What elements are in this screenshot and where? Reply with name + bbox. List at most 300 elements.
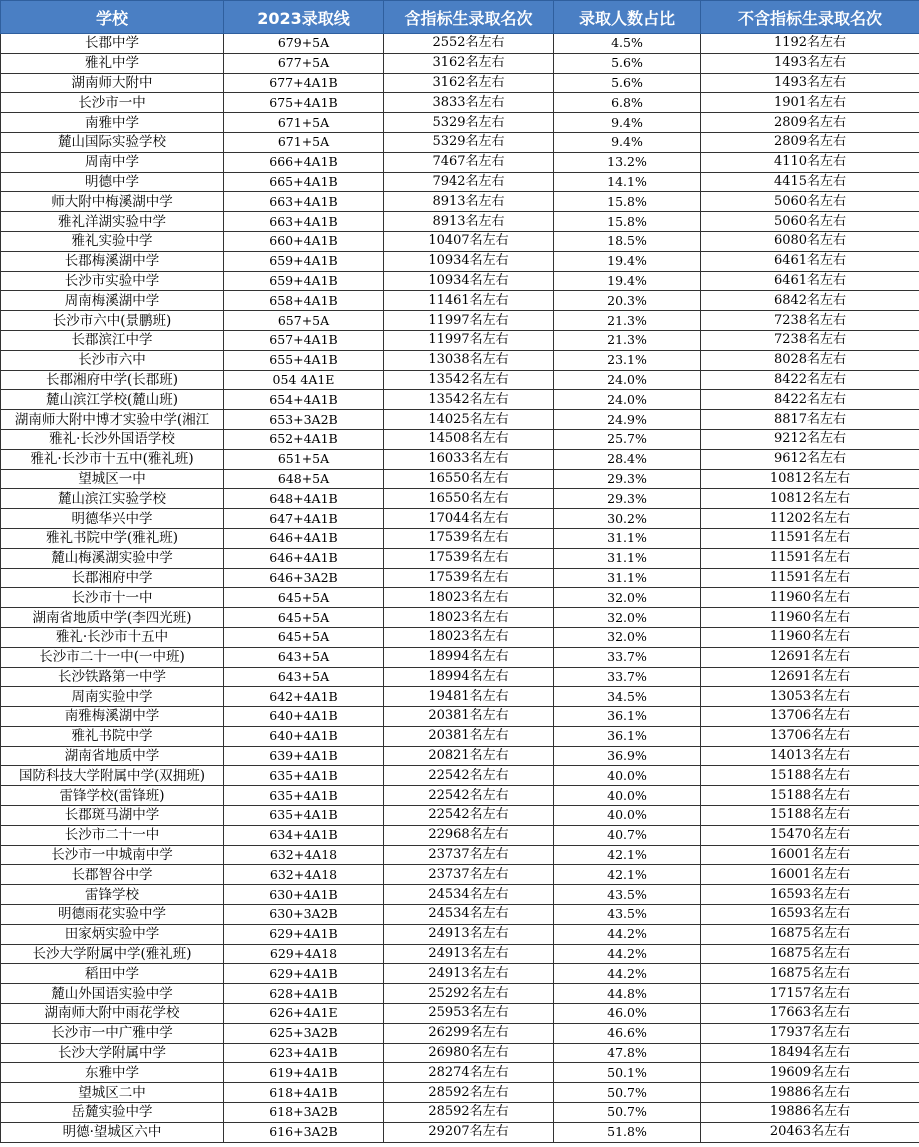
rank-without-quota-cell: 16001名左右 — [701, 845, 919, 865]
table-row — [1, 172, 919, 192]
rank-without-quota-cell: 17937名左右 — [701, 1023, 919, 1043]
school-cell: 长郡斑马湖中学 — [1, 806, 224, 826]
rank-with-quota-cell: 19481名左右 — [384, 687, 554, 707]
rank-without-quota-cell: 15188名左右 — [701, 806, 919, 826]
cutoff-cell: 623+4A1B — [224, 1043, 384, 1063]
rank-with-quota-cell: 14025名左右 — [384, 410, 554, 430]
rank-without-quota-cell: 1493名左右 — [701, 73, 919, 93]
rank-without-quota-cell: 20463名左右 — [701, 1122, 919, 1142]
ratio-cell: 25.7% — [554, 429, 701, 449]
cutoff-cell: 054 4A1E — [224, 370, 384, 390]
school-cell: 湖南省地质中学 — [1, 746, 224, 766]
ratio-cell: 50.7% — [554, 1083, 701, 1103]
table-row — [1, 726, 919, 746]
rank-with-quota-cell: 22542名左右 — [384, 766, 554, 786]
rank-with-quota-cell: 17539名左右 — [384, 568, 554, 588]
rank-with-quota-cell: 18023名左右 — [384, 588, 554, 608]
cutoff-cell: 629+4A1B — [224, 924, 384, 944]
school-cell: 明德中学 — [1, 172, 224, 192]
rank-with-quota-cell: 3162名左右 — [384, 53, 554, 73]
table-row — [1, 370, 919, 390]
table-row — [1, 251, 919, 271]
cutoff-cell: 643+5A — [224, 667, 384, 687]
cutoff-cell: 648+5A — [224, 469, 384, 489]
school-cell: 长沙铁路第一中学 — [1, 667, 224, 687]
rank-with-quota-cell: 24913名左右 — [384, 964, 554, 984]
school-cell: 雅礼·长沙市十五中 — [1, 627, 224, 647]
table-row — [1, 964, 919, 984]
table-row — [1, 944, 919, 964]
rank-without-quota-cell: 16875名左右 — [701, 924, 919, 944]
table-row — [1, 1083, 919, 1103]
table-row — [1, 231, 919, 251]
table-row — [1, 608, 919, 628]
table-row — [1, 212, 919, 232]
rank-with-quota-cell: 10934名左右 — [384, 271, 554, 291]
rank-with-quota-cell: 23737名左右 — [384, 865, 554, 885]
rank-without-quota-cell: 7238名左右 — [701, 311, 919, 331]
ratio-cell: 50.7% — [554, 1103, 701, 1123]
table-row — [1, 113, 919, 133]
school-cell: 长沙市十一中 — [1, 588, 224, 608]
rank-with-quota-cell: 28274名左右 — [384, 1063, 554, 1083]
ratio-cell: 4.5% — [554, 34, 701, 54]
ratio-cell: 6.8% — [554, 93, 701, 113]
rank-without-quota-cell: 16593名左右 — [701, 905, 919, 925]
table-row — [1, 1103, 919, 1123]
ratio-cell: 14.1% — [554, 172, 701, 192]
school-cell: 雷锋学校(雷锋班) — [1, 786, 224, 806]
table-row — [1, 132, 919, 152]
table-row — [1, 1023, 919, 1043]
rank-with-quota-cell: 18023名左右 — [384, 627, 554, 647]
school-cell: 雅礼·长沙市十五中(雅礼班) — [1, 449, 224, 469]
cutoff-cell: 651+5A — [224, 449, 384, 469]
rank-with-quota-cell: 29207名左右 — [384, 1122, 554, 1142]
school-cell: 雷锋学校 — [1, 885, 224, 905]
school-cell: 南雅中学 — [1, 113, 224, 133]
rank-with-quota-cell: 3833名左右 — [384, 93, 554, 113]
rank-without-quota-cell: 2809名左右 — [701, 132, 919, 152]
school-cell: 长郡滨江中学 — [1, 330, 224, 350]
rank-without-quota-cell: 6461名左右 — [701, 271, 919, 291]
ratio-cell: 31.1% — [554, 528, 701, 548]
ratio-cell: 24.0% — [554, 390, 701, 410]
school-cell: 国防科技大学附属中学(双拥班) — [1, 766, 224, 786]
table-row — [1, 707, 919, 727]
rank-with-quota-cell: 18994名左右 — [384, 667, 554, 687]
ratio-cell: 47.8% — [554, 1043, 701, 1063]
table-row — [1, 687, 919, 707]
rank-without-quota-cell: 4415名左右 — [701, 172, 919, 192]
ratio-cell: 33.7% — [554, 667, 701, 687]
school-cell: 长沙市一中广雅中学 — [1, 1023, 224, 1043]
ratio-cell: 30.2% — [554, 509, 701, 529]
table-row — [1, 410, 919, 430]
table-row — [1, 588, 919, 608]
ratio-cell: 34.5% — [554, 687, 701, 707]
rank-without-quota-cell: 16875名左右 — [701, 964, 919, 984]
rank-without-quota-cell: 16001名左右 — [701, 865, 919, 885]
rank-with-quota-cell: 20381名左右 — [384, 707, 554, 727]
school-cell: 麓山梅溪湖实验中学 — [1, 548, 224, 568]
table-row — [1, 528, 919, 548]
cutoff-cell: 630+3A2B — [224, 905, 384, 925]
rank-with-quota-cell: 26980名左右 — [384, 1043, 554, 1063]
table-row — [1, 53, 919, 73]
cutoff-cell: 642+4A1B — [224, 687, 384, 707]
rank-without-quota-cell: 11960名左右 — [701, 588, 919, 608]
table-row — [1, 311, 919, 331]
cutoff-cell: 634+4A1B — [224, 825, 384, 845]
rank-with-quota-cell: 16550名左右 — [384, 489, 554, 509]
school-cell: 岳麓实验中学 — [1, 1103, 224, 1123]
rank-without-quota-cell: 1493名左右 — [701, 53, 919, 73]
school-cell: 雅礼·长沙外国语学校 — [1, 429, 224, 449]
table-row — [1, 647, 919, 667]
rank-with-quota-cell: 13038名左右 — [384, 350, 554, 370]
ratio-cell: 5.6% — [554, 53, 701, 73]
ratio-cell: 51.8% — [554, 1122, 701, 1142]
ratio-cell: 21.3% — [554, 330, 701, 350]
rank-with-quota-cell: 3162名左右 — [384, 73, 554, 93]
cutoff-cell: 626+4A1E — [224, 1004, 384, 1024]
ratio-cell: 50.1% — [554, 1063, 701, 1083]
school-cell: 长沙市二十一中(一中班) — [1, 647, 224, 667]
school-cell: 田家炳实验中学 — [1, 924, 224, 944]
cutoff-cell: 679+5A — [224, 34, 384, 54]
table-row — [1, 786, 919, 806]
ratio-cell: 44.2% — [554, 944, 701, 964]
table-row — [1, 291, 919, 311]
table-row — [1, 885, 919, 905]
cutoff-cell: 677+4A1B — [224, 73, 384, 93]
rank-without-quota-cell: 15188名左右 — [701, 766, 919, 786]
table-row — [1, 766, 919, 786]
rank-with-quota-cell: 18994名左右 — [384, 647, 554, 667]
school-cell: 稻田中学 — [1, 964, 224, 984]
rank-without-quota-cell: 15470名左右 — [701, 825, 919, 845]
rank-with-quota-cell: 25292名左右 — [384, 984, 554, 1004]
school-cell: 周南中学 — [1, 152, 224, 172]
rank-without-quota-cell: 11960名左右 — [701, 627, 919, 647]
rank-with-quota-cell: 8913名左右 — [384, 192, 554, 212]
table-row — [1, 845, 919, 865]
cutoff-cell: 666+4A1B — [224, 152, 384, 172]
ratio-cell: 43.5% — [554, 885, 701, 905]
rank-with-quota-cell: 10407名左右 — [384, 231, 554, 251]
school-cell: 麓山外国语实验中学 — [1, 984, 224, 1004]
cutoff-cell: 640+4A1B — [224, 707, 384, 727]
school-cell: 雅礼书院中学(雅礼班) — [1, 528, 224, 548]
rank-without-quota-cell: 10812名左右 — [701, 469, 919, 489]
cutoff-cell: 618+4A1B — [224, 1083, 384, 1103]
rank-with-quota-cell: 24913名左右 — [384, 944, 554, 964]
cutoff-cell: 628+4A1B — [224, 984, 384, 1004]
cutoff-cell: 675+4A1B — [224, 93, 384, 113]
table-row — [1, 746, 919, 766]
cutoff-cell: 654+4A1B — [224, 390, 384, 410]
rank-with-quota-cell: 5329名左右 — [384, 113, 554, 133]
rank-without-quota-cell: 6461名左右 — [701, 251, 919, 271]
table-row — [1, 469, 919, 489]
table-row — [1, 73, 919, 93]
ratio-cell: 32.0% — [554, 588, 701, 608]
rank-with-quota-cell: 17539名左右 — [384, 528, 554, 548]
ratio-cell: 15.8% — [554, 192, 701, 212]
cutoff-cell: 632+4A18 — [224, 865, 384, 885]
header-admission-ratio: 录取人数占比 — [554, 1, 701, 34]
ratio-cell: 43.5% — [554, 905, 701, 925]
rank-with-quota-cell: 28592名左右 — [384, 1083, 554, 1103]
ratio-cell: 31.1% — [554, 568, 701, 588]
rank-with-quota-cell: 10934名左右 — [384, 251, 554, 271]
rank-with-quota-cell: 26299名左右 — [384, 1023, 554, 1043]
school-cell: 麓山滨江实验学校 — [1, 489, 224, 509]
cutoff-cell: 660+4A1B — [224, 231, 384, 251]
ratio-cell: 19.4% — [554, 251, 701, 271]
rank-with-quota-cell: 22968名左右 — [384, 825, 554, 845]
table-header — [1, 1, 919, 34]
school-cell: 湖南师大附中 — [1, 73, 224, 93]
rank-without-quota-cell: 19609名左右 — [701, 1063, 919, 1083]
ratio-cell: 33.7% — [554, 647, 701, 667]
cutoff-cell: 652+4A1B — [224, 429, 384, 449]
ratio-cell: 23.1% — [554, 350, 701, 370]
school-cell: 湖南师大附中雨花学校 — [1, 1004, 224, 1024]
school-cell: 长沙大学附属中学 — [1, 1043, 224, 1063]
ratio-cell: 42.1% — [554, 865, 701, 885]
rank-without-quota-cell: 8422名左右 — [701, 370, 919, 390]
school-cell: 南雅梅溪湖中学 — [1, 707, 224, 727]
rank-with-quota-cell: 7942名左右 — [384, 172, 554, 192]
ratio-cell: 32.0% — [554, 608, 701, 628]
school-cell: 长沙市一中城南中学 — [1, 845, 224, 865]
rank-without-quota-cell: 9212名左右 — [701, 429, 919, 449]
ratio-cell: 21.3% — [554, 311, 701, 331]
cutoff-cell: 657+5A — [224, 311, 384, 331]
table-row — [1, 667, 919, 687]
cutoff-cell: 643+5A — [224, 647, 384, 667]
rank-with-quota-cell: 18023名左右 — [384, 608, 554, 628]
rank-with-quota-cell: 13542名左右 — [384, 370, 554, 390]
rank-without-quota-cell: 17663名左右 — [701, 1004, 919, 1024]
cutoff-cell: 635+4A1B — [224, 786, 384, 806]
table-row — [1, 627, 919, 647]
cutoff-cell: 640+4A1B — [224, 726, 384, 746]
cutoff-cell: 671+5A — [224, 113, 384, 133]
cutoff-cell: 648+4A1B — [224, 489, 384, 509]
cutoff-cell: 645+5A — [224, 588, 384, 608]
school-cell: 雅礼中学 — [1, 53, 224, 73]
rank-without-quota-cell: 6842名左右 — [701, 291, 919, 311]
rank-without-quota-cell: 13053名左右 — [701, 687, 919, 707]
header-row — [1, 1, 919, 34]
school-cell: 望城区一中 — [1, 469, 224, 489]
cutoff-cell: 663+4A1B — [224, 192, 384, 212]
rank-with-quota-cell: 7467名左右 — [384, 152, 554, 172]
school-cell: 长沙市二十一中 — [1, 825, 224, 845]
table-row — [1, 350, 919, 370]
table-row — [1, 924, 919, 944]
rank-without-quota-cell: 1901名左右 — [701, 93, 919, 113]
school-cell: 湖南省地质中学(李四光班) — [1, 608, 224, 628]
rank-with-quota-cell: 17539名左右 — [384, 548, 554, 568]
rank-without-quota-cell: 17157名左右 — [701, 984, 919, 1004]
ratio-cell: 13.2% — [554, 152, 701, 172]
cutoff-cell: 635+4A1B — [224, 766, 384, 786]
school-cell: 长郡湘府中学(长郡班) — [1, 370, 224, 390]
table-row — [1, 152, 919, 172]
ratio-cell: 15.8% — [554, 212, 701, 232]
ratio-cell: 31.1% — [554, 548, 701, 568]
table-row — [1, 192, 919, 212]
header-school: 学校 — [1, 1, 224, 34]
cutoff-cell: 646+4A1B — [224, 528, 384, 548]
cutoff-cell: 657+4A1B — [224, 330, 384, 350]
school-cell: 东雅中学 — [1, 1063, 224, 1083]
cutoff-cell: 630+4A1B — [224, 885, 384, 905]
rank-without-quota-cell: 12691名左右 — [701, 667, 919, 687]
ratio-cell: 36.9% — [554, 746, 701, 766]
cutoff-cell: 629+4A1B — [224, 964, 384, 984]
school-cell: 雅礼书院中学 — [1, 726, 224, 746]
rank-with-quota-cell: 20381名左右 — [384, 726, 554, 746]
cutoff-cell: 646+3A2B — [224, 568, 384, 588]
school-cell: 麓山滨江学校(麓山班) — [1, 390, 224, 410]
rank-without-quota-cell: 19886名左右 — [701, 1083, 919, 1103]
school-cell: 麓山国际实验学校 — [1, 132, 224, 152]
table-row — [1, 1004, 919, 1024]
ratio-cell: 24.9% — [554, 410, 701, 430]
table-row — [1, 489, 919, 509]
cutoff-cell: 663+4A1B — [224, 212, 384, 232]
ratio-cell: 44.2% — [554, 924, 701, 944]
cutoff-cell: 665+4A1B — [224, 172, 384, 192]
ratio-cell: 42.1% — [554, 845, 701, 865]
table-row — [1, 548, 919, 568]
table-row — [1, 509, 919, 529]
rank-without-quota-cell: 6080名左右 — [701, 231, 919, 251]
rank-with-quota-cell: 22542名左右 — [384, 806, 554, 826]
rank-without-quota-cell: 10812名左右 — [701, 489, 919, 509]
rank-with-quota-cell: 14508名左右 — [384, 429, 554, 449]
rank-with-quota-cell: 11997名左右 — [384, 330, 554, 350]
school-cell: 师大附中梅溪湖中学 — [1, 192, 224, 212]
table-row — [1, 271, 919, 291]
table-row — [1, 429, 919, 449]
table-row — [1, 568, 919, 588]
ratio-cell: 44.8% — [554, 984, 701, 1004]
ratio-cell: 40.0% — [554, 806, 701, 826]
rank-without-quota-cell: 11591名左右 — [701, 568, 919, 588]
school-cell: 雅礼洋湖实验中学 — [1, 212, 224, 232]
rank-with-quota-cell: 24913名左右 — [384, 924, 554, 944]
rank-with-quota-cell: 5329名左右 — [384, 132, 554, 152]
ratio-cell: 24.0% — [554, 370, 701, 390]
rank-without-quota-cell: 19886名左右 — [701, 1103, 919, 1123]
cutoff-cell: 639+4A1B — [224, 746, 384, 766]
rank-with-quota-cell: 23737名左右 — [384, 845, 554, 865]
table-body — [1, 34, 919, 1143]
ratio-cell: 40.7% — [554, 825, 701, 845]
ratio-cell: 32.0% — [554, 627, 701, 647]
table-row — [1, 865, 919, 885]
rank-without-quota-cell: 18494名左右 — [701, 1043, 919, 1063]
rank-with-quota-cell: 2552名左右 — [384, 34, 554, 54]
cutoff-cell: 645+5A — [224, 608, 384, 628]
school-cell: 湖南师大附中博才实验中学(湘江 — [1, 410, 224, 430]
rank-without-quota-cell: 15188名左右 — [701, 786, 919, 806]
rank-with-quota-cell: 28592名左右 — [384, 1103, 554, 1123]
cutoff-cell: 625+3A2B — [224, 1023, 384, 1043]
ratio-cell: 40.0% — [554, 786, 701, 806]
school-cell: 明德雨花实验中学 — [1, 905, 224, 925]
ratio-cell: 19.4% — [554, 271, 701, 291]
rank-without-quota-cell: 9612名左右 — [701, 449, 919, 469]
ratio-cell: 9.4% — [554, 113, 701, 133]
rank-with-quota-cell: 13542名左右 — [384, 390, 554, 410]
rank-without-quota-cell: 11202名左右 — [701, 509, 919, 529]
cutoff-cell: 658+4A1B — [224, 291, 384, 311]
school-cell: 望城区二中 — [1, 1083, 224, 1103]
rank-without-quota-cell: 8422名左右 — [701, 390, 919, 410]
cutoff-cell: 655+4A1B — [224, 350, 384, 370]
school-cell: 长郡湘府中学 — [1, 568, 224, 588]
cutoff-cell: 677+5A — [224, 53, 384, 73]
table-row — [1, 1043, 919, 1063]
rank-with-quota-cell: 25953名左右 — [384, 1004, 554, 1024]
table-row — [1, 825, 919, 845]
rank-with-quota-cell: 16550名左右 — [384, 469, 554, 489]
cutoff-cell: 645+5A — [224, 627, 384, 647]
school-cell: 长郡梅溪湖中学 — [1, 251, 224, 271]
cutoff-cell: 653+3A2B — [224, 410, 384, 430]
rank-without-quota-cell: 5060名左右 — [701, 212, 919, 232]
ratio-cell: 9.4% — [554, 132, 701, 152]
ratio-cell: 44.2% — [554, 964, 701, 984]
rank-with-quota-cell: 24534名左右 — [384, 885, 554, 905]
cutoff-cell: 618+3A2B — [224, 1103, 384, 1123]
rank-with-quota-cell: 20821名左右 — [384, 746, 554, 766]
ratio-cell: 28.4% — [554, 449, 701, 469]
school-cell: 周南实验中学 — [1, 687, 224, 707]
table-row — [1, 1063, 919, 1083]
school-cell: 雅礼实验中学 — [1, 231, 224, 251]
cutoff-cell: 635+4A1B — [224, 806, 384, 826]
ratio-cell: 36.1% — [554, 726, 701, 746]
rank-without-quota-cell: 12691名左右 — [701, 647, 919, 667]
header-rank-with-quota: 含指标生录取名次 — [384, 1, 554, 34]
ratio-cell: 18.5% — [554, 231, 701, 251]
rank-without-quota-cell: 16875名左右 — [701, 944, 919, 964]
rank-without-quota-cell: 5060名左右 — [701, 192, 919, 212]
ratio-cell: 40.0% — [554, 766, 701, 786]
cutoff-cell: 671+5A — [224, 132, 384, 152]
table-row — [1, 806, 919, 826]
table-row — [1, 449, 919, 469]
rank-with-quota-cell: 17044名左右 — [384, 509, 554, 529]
cutoff-cell: 646+4A1B — [224, 548, 384, 568]
cutoff-cell: 659+4A1B — [224, 251, 384, 271]
table-row — [1, 984, 919, 1004]
school-cell: 长沙市一中 — [1, 93, 224, 113]
table-row — [1, 390, 919, 410]
table-row — [1, 905, 919, 925]
rank-with-quota-cell: 11997名左右 — [384, 311, 554, 331]
rank-with-quota-cell: 22542名左右 — [384, 786, 554, 806]
header-rank-without-quota: 不含指标生录取名次 — [701, 1, 919, 34]
